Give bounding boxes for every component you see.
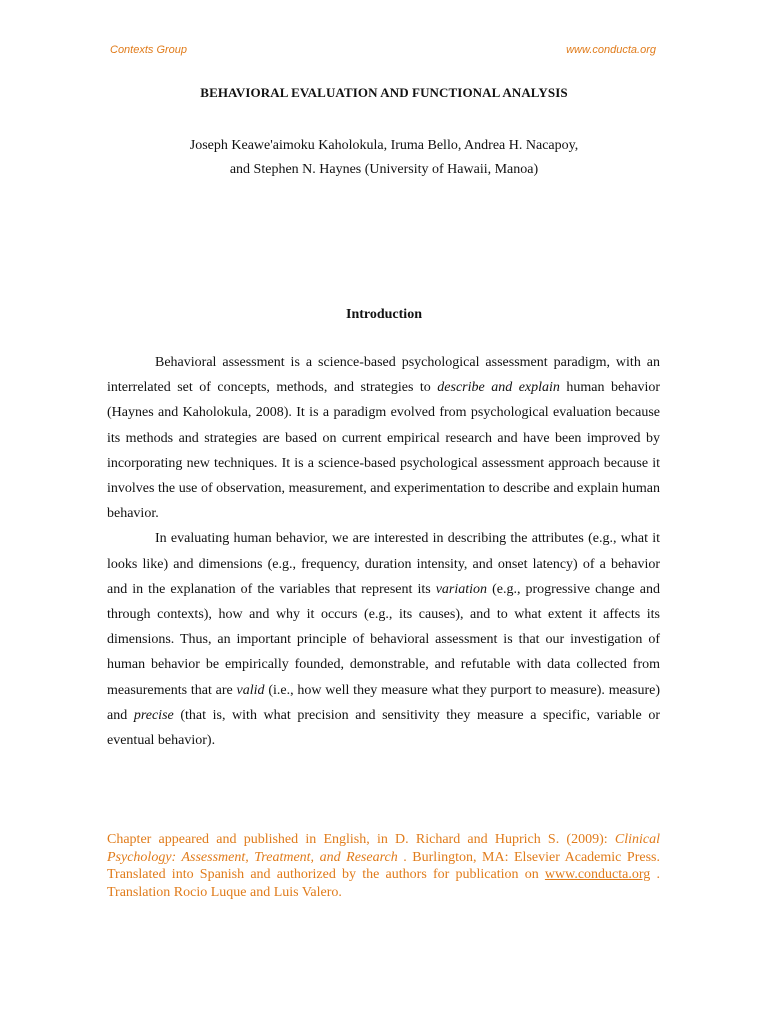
paragraph-2-italic: valid xyxy=(236,682,265,698)
note-text: Chapter appeared and published in English, in D. Richard and Huprich S. (2009): xyxy=(107,832,615,847)
authors-block xyxy=(0,134,768,182)
authors-line-2: and Stephen N. Haynes (University of Hawaii, Manoa) xyxy=(229,162,539,177)
note-text: . Translation Rocio Luque and Luis Valero. xyxy=(107,867,661,900)
header-left-text: Contexts Group xyxy=(110,44,188,56)
paragraph-2-italic: variation xyxy=(435,581,488,597)
page-header xyxy=(110,44,656,56)
section-heading: Introduction xyxy=(346,307,422,322)
paragraph-2-text: (that is, with what precision and sensitivity they measure a specific, variable or eventual behavior). xyxy=(107,707,661,749)
paragraph-2-text: (i.e., how well they measure what they purport to measure). measure) and xyxy=(107,682,660,723)
paragraph-1-italic: describe and explain xyxy=(437,380,560,396)
paragraph-1-text: Behavioral assessment is a science-based psychological assessment paradigm, with an interrelated set of concepts, methods, and strategies to xyxy=(107,355,660,396)
note-text: . Burlington, MA: Elsevier Academic Press. Translated into Spanish and authorized by the authors for publication on xyxy=(107,849,660,882)
publication-note xyxy=(107,831,660,901)
note-book-title: Clinical Psychology: Assessment, Treatment, and Research xyxy=(107,832,660,865)
conducta-link[interactable]: www.conducta.org xyxy=(544,867,651,882)
paragraph-1 xyxy=(107,350,660,526)
paragraph-2-text: (e.g., progressive change and through contexts), how and why it occurs (e.g., its causes), and to what extent it affects its dimensions. Thus, an important principle of behavioral assessment is that our investigation of human behavior be empirically founded, demonstrable, and refutable with data collected from measurements that are xyxy=(107,581,660,698)
header-right-url: www.conducta.org xyxy=(566,44,656,56)
document-title: BEHAVIORAL EVALUATION AND FUNCTIONAL ANALYSIS xyxy=(200,85,568,100)
paragraph-2 xyxy=(107,526,660,753)
paragraph-2-italic: precise xyxy=(133,707,174,723)
paragraph-1-text: human behavior (Haynes and Kaholokula, 2008). It is a paradigm evolved from psychological evaluation because its methods and strategies are based on current empirical research and have been improved by incorporating new techniques. It is a science-based psychological assessment approach because it involves the use of observation, measurement, and experimentation to describe and explain human behavior. xyxy=(107,380,660,522)
authors-line-1: Joseph Keawe'aimoku Kaholokula, Iruma Bello, Andrea H. Nacapoy, xyxy=(189,138,579,153)
body-text xyxy=(107,350,660,753)
paragraph-2-text: In evaluating human behavior, we are interested in describing the attributes (e.g., what it looks like) and dimensions (e.g., frequency, duration intensity, and onset latency) of a behavior and in the explanation of the variables that represent its xyxy=(107,531,660,597)
